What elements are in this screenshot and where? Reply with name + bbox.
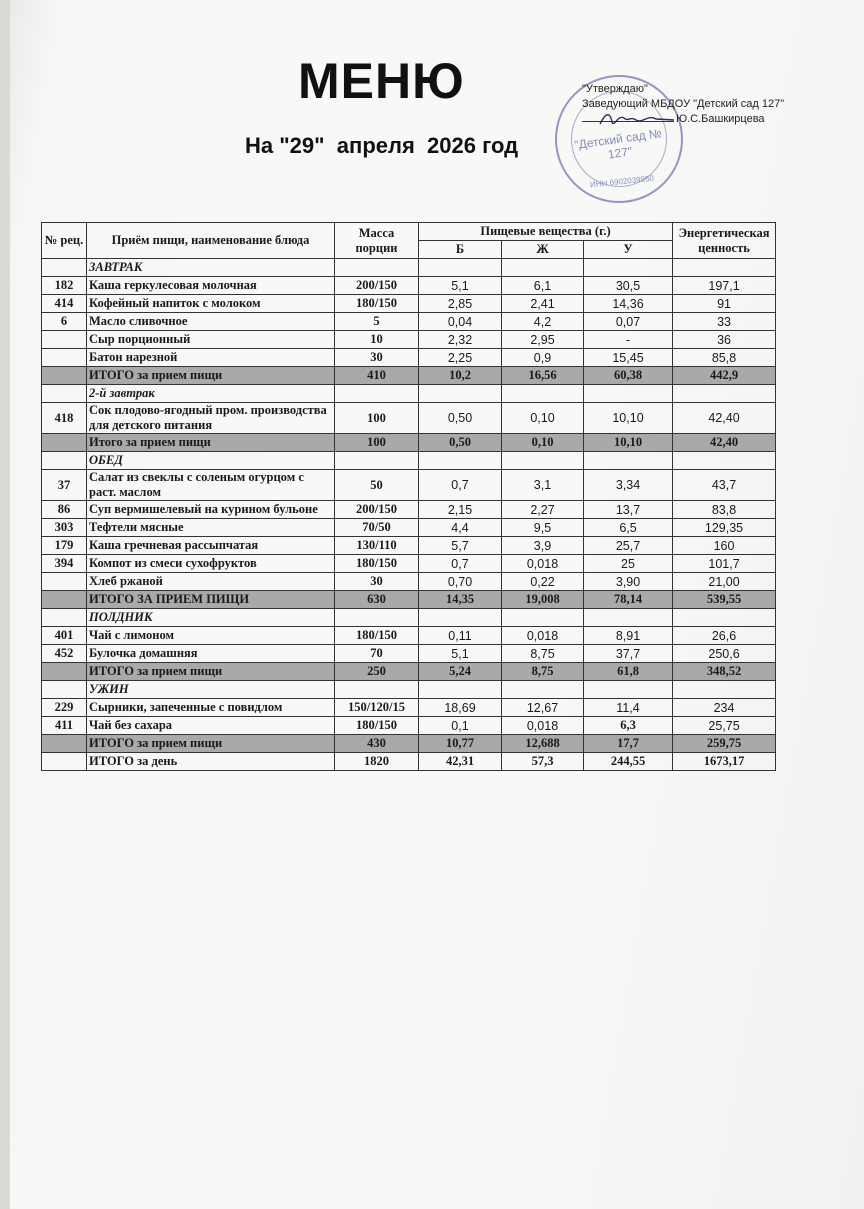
energy-value: 43,7	[673, 470, 776, 501]
fat-value: 0,22	[502, 573, 584, 591]
fat-value	[502, 385, 584, 403]
meal-total-row	[42, 591, 776, 609]
carbs-value: 0,07	[584, 313, 673, 331]
header-protein: Б	[419, 241, 502, 259]
portion-mass: 100	[335, 434, 419, 452]
energy-value: 36	[673, 331, 776, 349]
portion-mass: 130/110	[335, 537, 419, 555]
fat-value: 0,018	[502, 555, 584, 573]
recipe-number	[42, 434, 87, 452]
carbs-value: 78,14	[584, 591, 673, 609]
carbs-value: 3,90	[584, 573, 673, 591]
energy-value: 129,35	[673, 519, 776, 537]
meal-total-row	[42, 434, 776, 452]
dish-name: Кофейный напиток с молоком	[87, 295, 335, 313]
menu-table	[41, 222, 776, 771]
recipe-number: 179	[42, 537, 87, 555]
header-recipe-number: № рец.	[42, 223, 87, 259]
carbs-value: 37,7	[584, 645, 673, 663]
energy-value: 348,52	[673, 663, 776, 681]
protein-value	[419, 385, 502, 403]
portion-mass	[335, 385, 419, 403]
portion-mass	[335, 681, 419, 699]
recipe-number: 394	[42, 555, 87, 573]
fat-value: 4,2	[502, 313, 584, 331]
recipe-number	[42, 573, 87, 591]
protein-value	[419, 452, 502, 470]
fat-value: 12,688	[502, 735, 584, 753]
meal-total-row	[42, 663, 776, 681]
portion-mass	[335, 609, 419, 627]
recipe-number	[42, 367, 87, 385]
carbs-value: 11,4	[584, 699, 673, 717]
protein-value: 5,1	[419, 277, 502, 295]
fat-value: 0,10	[502, 434, 584, 452]
dish-name: ИТОГО за прием пищи	[87, 367, 335, 385]
fat-value: 3,9	[502, 537, 584, 555]
energy-value: 250,6	[673, 645, 776, 663]
carbs-value: 30,5	[584, 277, 673, 295]
energy-value: 442,9	[673, 367, 776, 385]
fat-value	[502, 259, 584, 277]
recipe-number	[42, 385, 87, 403]
recipe-number: 411	[42, 717, 87, 735]
protein-value	[419, 609, 502, 627]
carbs-value: -	[584, 331, 673, 349]
header-portion-mass: Масса порции	[335, 223, 419, 259]
carbs-value	[584, 681, 673, 699]
dish-name: ИТОГО за прием пищи	[87, 735, 335, 753]
recipe-number	[42, 681, 87, 699]
table-row	[42, 470, 776, 501]
dish-name: Масло сливочное	[87, 313, 335, 331]
approver-name: Ю.С.Башкирцева	[676, 113, 765, 125]
dish-name: Сырники, запеченные с повидлом	[87, 699, 335, 717]
section-row	[42, 681, 776, 699]
carbs-value: 25	[584, 555, 673, 573]
dish-name: ПОЛДНИК	[87, 609, 335, 627]
header-carbs: У	[584, 241, 673, 259]
section-row	[42, 609, 776, 627]
recipe-number: 37	[42, 470, 87, 501]
table-row	[42, 717, 776, 735]
energy-value	[673, 609, 776, 627]
fat-value: 2,95	[502, 331, 584, 349]
header-energy: Энергетическая ценность	[673, 223, 776, 259]
fat-value: 8,75	[502, 663, 584, 681]
menu-date: На "29" апреля 2026 год	[245, 133, 519, 158]
carbs-value: 17,7	[584, 735, 673, 753]
protein-value: 4,4	[419, 519, 502, 537]
meal-total-row	[42, 367, 776, 385]
portion-mass: 10	[335, 331, 419, 349]
day-total-row	[42, 753, 776, 771]
carbs-value	[584, 609, 673, 627]
energy-value	[673, 681, 776, 699]
carbs-value	[584, 385, 673, 403]
fat-value: 12,67	[502, 699, 584, 717]
table-row	[42, 573, 776, 591]
protein-value: 14,35	[419, 591, 502, 609]
carbs-value: 61,8	[584, 663, 673, 681]
menu-table-body	[42, 259, 776, 771]
energy-value: 83,8	[673, 501, 776, 519]
recipe-number	[42, 349, 87, 367]
table-row	[42, 537, 776, 555]
portion-mass: 100	[335, 403, 419, 434]
portion-mass: 250	[335, 663, 419, 681]
portion-mass: 430	[335, 735, 419, 753]
energy-value: 25,75	[673, 717, 776, 735]
protein-value: 5,7	[419, 537, 502, 555]
dish-name: УЖИН	[87, 681, 335, 699]
fat-value: 8,75	[502, 645, 584, 663]
dish-name: ОБЕД	[87, 452, 335, 470]
portion-mass: 5	[335, 313, 419, 331]
dish-name: ЗАВТРАК	[87, 259, 335, 277]
portion-mass: 30	[335, 349, 419, 367]
table-row	[42, 277, 776, 295]
fat-value: 6,1	[502, 277, 584, 295]
portion-mass: 200/150	[335, 501, 419, 519]
recipe-number	[42, 452, 87, 470]
energy-value: 160	[673, 537, 776, 555]
table-row	[42, 501, 776, 519]
recipe-number	[42, 331, 87, 349]
energy-value: 539,55	[673, 591, 776, 609]
protein-value: 0,50	[419, 403, 502, 434]
portion-mass: 70	[335, 645, 419, 663]
protein-value: 10,2	[419, 367, 502, 385]
carbs-value: 13,7	[584, 501, 673, 519]
table-row	[42, 627, 776, 645]
portion-mass: 180/150	[335, 627, 419, 645]
protein-value: 5,1	[419, 645, 502, 663]
table-row	[42, 555, 776, 573]
carbs-value: 15,45	[584, 349, 673, 367]
recipe-number: 418	[42, 403, 87, 434]
recipe-number	[42, 591, 87, 609]
fat-value: 3,1	[502, 470, 584, 501]
carbs-value	[584, 452, 673, 470]
fat-value: 0,9	[502, 349, 584, 367]
portion-mass: 180/150	[335, 555, 419, 573]
dish-name: Сыр порционный	[87, 331, 335, 349]
recipe-number: 414	[42, 295, 87, 313]
recipe-number: 182	[42, 277, 87, 295]
energy-value: 42,40	[673, 403, 776, 434]
approval-line-1: "Утверждаю"	[582, 83, 648, 95]
energy-value: 26,6	[673, 627, 776, 645]
energy-value: 259,75	[673, 735, 776, 753]
energy-value: 1673,17	[673, 753, 776, 771]
protein-value	[419, 259, 502, 277]
dish-name: ИТОГО за день	[87, 753, 335, 771]
carbs-value: 25,7	[584, 537, 673, 555]
energy-value: 21,00	[673, 573, 776, 591]
protein-value: 5,24	[419, 663, 502, 681]
energy-value: 85,8	[673, 349, 776, 367]
carbs-value: 10,10	[584, 403, 673, 434]
header-fat: Ж	[502, 241, 584, 259]
dish-name: Тефтели мясные	[87, 519, 335, 537]
dish-name: Сок плодово-ягодный пром. производства для детского питания	[87, 403, 335, 434]
fat-value	[502, 609, 584, 627]
recipe-number	[42, 259, 87, 277]
carbs-value: 6,3	[584, 717, 673, 735]
dish-name: ИТОГО за прием пищи	[87, 663, 335, 681]
dish-name: 2-й завтрак	[87, 385, 335, 403]
header-nutrients: Пищевые вещества (г.)	[419, 223, 673, 241]
table-row	[42, 403, 776, 434]
table-row	[42, 313, 776, 331]
portion-mass: 70/50	[335, 519, 419, 537]
portion-mass: 180/150	[335, 717, 419, 735]
stamp-inn-text: ИНН 6902039950	[589, 173, 655, 190]
table-row	[42, 699, 776, 717]
dish-name: Салат из свеклы с соленым огурцом с раст. маслом	[87, 470, 335, 501]
energy-value: 33	[673, 313, 776, 331]
portion-mass: 50	[335, 470, 419, 501]
energy-value: 234	[673, 699, 776, 717]
recipe-number	[42, 753, 87, 771]
signature-line	[582, 121, 674, 122]
protein-value: 0,04	[419, 313, 502, 331]
fat-value: 19,008	[502, 591, 584, 609]
fat-value: 16,56	[502, 367, 584, 385]
energy-value: 91	[673, 295, 776, 313]
portion-mass	[335, 452, 419, 470]
fat-value: 0,018	[502, 627, 584, 645]
carbs-value: 6,5	[584, 519, 673, 537]
recipe-number: 303	[42, 519, 87, 537]
approval-line-3	[582, 112, 784, 127]
portion-mass: 630	[335, 591, 419, 609]
dish-name: Батон нарезной	[87, 349, 335, 367]
fat-value: 57,3	[502, 753, 584, 771]
protein-value: 2,15	[419, 501, 502, 519]
dish-name: Чай с лимоном	[87, 627, 335, 645]
recipe-number: 6	[42, 313, 87, 331]
protein-value: 10,77	[419, 735, 502, 753]
protein-value: 0,11	[419, 627, 502, 645]
carbs-value: 244,55	[584, 753, 673, 771]
carbs-value: 14,36	[584, 295, 673, 313]
dish-name: Каша геркулесовая молочная	[87, 277, 335, 295]
carbs-value: 10,10	[584, 434, 673, 452]
portion-mass	[335, 259, 419, 277]
fat-value: 0,10	[502, 403, 584, 434]
carbs-value: 60,38	[584, 367, 673, 385]
recipe-number: 401	[42, 627, 87, 645]
dish-name: Чай без сахара	[87, 717, 335, 735]
protein-value: 0,70	[419, 573, 502, 591]
menu-title: МЕНЮ	[298, 53, 465, 109]
recipe-number: 452	[42, 645, 87, 663]
header-dish-name: Приём пищи, наименование блюда	[87, 223, 335, 259]
dish-name: Суп вермишелевый на курином бульоне	[87, 501, 335, 519]
carbs-value	[584, 259, 673, 277]
portion-mass: 1820	[335, 753, 419, 771]
energy-value	[673, 385, 776, 403]
protein-value: 0,7	[419, 555, 502, 573]
recipe-number: 229	[42, 699, 87, 717]
portion-mass: 30	[335, 573, 419, 591]
portion-mass: 200/150	[335, 277, 419, 295]
recipe-number: 86	[42, 501, 87, 519]
table-row	[42, 519, 776, 537]
fat-value	[502, 681, 584, 699]
portion-mass: 180/150	[335, 295, 419, 313]
fat-value: 2,27	[502, 501, 584, 519]
protein-value: 0,1	[419, 717, 502, 735]
portion-mass: 150/120/15	[335, 699, 419, 717]
fat-value: 9,5	[502, 519, 584, 537]
dish-name: ИТОГО ЗА ПРИЕМ ПИЩИ	[87, 591, 335, 609]
approval-block	[582, 82, 784, 127]
energy-value	[673, 452, 776, 470]
energy-value	[673, 259, 776, 277]
table-row	[42, 331, 776, 349]
energy-value: 42,40	[673, 434, 776, 452]
energy-value: 101,7	[673, 555, 776, 573]
meal-total-row	[42, 735, 776, 753]
protein-value	[419, 681, 502, 699]
table-row	[42, 349, 776, 367]
protein-value: 42,31	[419, 753, 502, 771]
protein-value: 2,25	[419, 349, 502, 367]
protein-value: 0,7	[419, 470, 502, 501]
dish-name: Итого за прием пищи	[87, 434, 335, 452]
portion-mass: 410	[335, 367, 419, 385]
dish-name: Компот из смеси сухофруктов	[87, 555, 335, 573]
section-row	[42, 452, 776, 470]
protein-value: 0,50	[419, 434, 502, 452]
stamp-center-text: "Детский сад № 127"	[573, 126, 663, 162]
recipe-number	[42, 663, 87, 681]
paper-edge	[0, 0, 10, 1209]
dish-name: Хлеб ржаной	[87, 573, 335, 591]
fat-value: 0,018	[502, 717, 584, 735]
fat-value	[502, 452, 584, 470]
recipe-number	[42, 735, 87, 753]
section-row	[42, 259, 776, 277]
dish-name: Каша гречневая рассыпчатая	[87, 537, 335, 555]
protein-value: 18,69	[419, 699, 502, 717]
energy-value: 197,1	[673, 277, 776, 295]
recipe-number	[42, 609, 87, 627]
carbs-value: 8,91	[584, 627, 673, 645]
protein-value: 2,85	[419, 295, 502, 313]
section-row	[42, 385, 776, 403]
protein-value: 2,32	[419, 331, 502, 349]
carbs-value: 3,34	[584, 470, 673, 501]
table-row	[42, 645, 776, 663]
dish-name: Булочка домашняя	[87, 645, 335, 663]
approval-line-2: Заведующий МБДОУ "Детский сад 127"	[582, 98, 785, 110]
fat-value: 2,41	[502, 295, 584, 313]
table-row	[42, 295, 776, 313]
